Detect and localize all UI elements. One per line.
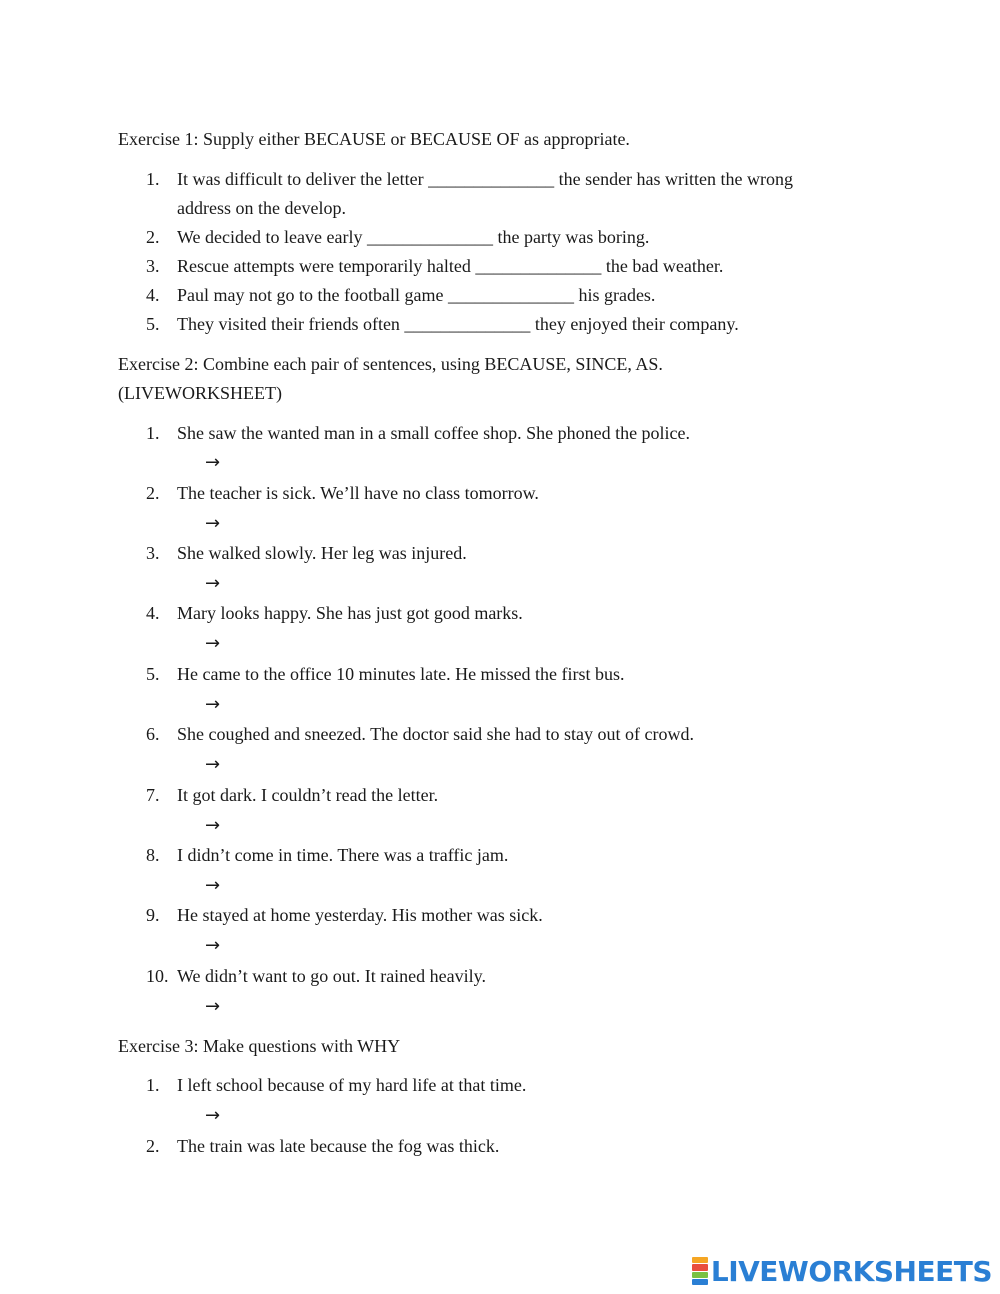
answer-arrow: → — [205, 513, 221, 534]
item-text: They visited their friends often ______________ they enjoyed their company. — [177, 314, 739, 334]
answer-arrow: → — [205, 633, 221, 654]
answer-arrow: → — [205, 694, 221, 715]
item-text: The teacher is sick. We’ll have no class tomorrow. — [177, 483, 539, 503]
item-number: 4. — [146, 285, 160, 305]
item-number: 1. — [146, 423, 160, 443]
answer-arrow: → — [205, 935, 221, 956]
exercise2-item — [146, 599, 886, 628]
exercise1-item — [146, 252, 886, 281]
exercise2-item — [146, 419, 886, 448]
item-text-continued: address on the develop. — [177, 198, 346, 218]
item-number: 3. — [146, 256, 160, 276]
item-text: It was difficult to deliver the letter ______________ the sender has written the wrong — [177, 169, 794, 189]
item-number: 4. — [146, 603, 160, 623]
item-text: She walked slowly. Her leg was injured. — [177, 543, 467, 563]
logo-text: LIVEWORKSHEETS — [710, 1254, 992, 1288]
item-text: She coughed and sneezed. The doctor said she had to stay out of crowd. — [177, 724, 695, 744]
item-text: We didn’t want to go out. It rained heavily. — [177, 966, 486, 986]
answer-arrow: → — [205, 573, 221, 594]
item-number: 8. — [146, 845, 160, 865]
item-text: I didn’t come in time. There was a traffic jam. — [177, 845, 509, 865]
exercise2-heading-continued: (LIVEWORKSHEET) — [118, 383, 282, 403]
item-number: 2. — [146, 1136, 160, 1156]
exercise2-item — [146, 901, 886, 930]
item-text: I left school because of my hard life at that time. — [177, 1075, 527, 1095]
answer-arrow: → — [205, 815, 221, 836]
exercise2-item — [146, 479, 886, 508]
exercise3-heading: Exercise 3: Make questions with WHY — [118, 1036, 401, 1056]
exercise2-heading: Exercise 2: Combine each pair of sentences, using BECAUSE, SINCE, AS. — [118, 354, 663, 374]
exercise3-item — [146, 1132, 886, 1161]
item-number: 9. — [146, 905, 160, 925]
exercise1-item — [146, 310, 886, 339]
exercise2-item — [146, 962, 886, 991]
exercise1-item — [146, 223, 886, 252]
answer-arrow: → — [205, 452, 221, 473]
item-number: 1. — [146, 169, 160, 189]
item-number: 2. — [146, 483, 160, 503]
exercise3-item — [146, 1071, 886, 1100]
item-number: 3. — [146, 543, 160, 563]
item-number: 7. — [146, 785, 160, 805]
exercise2-item — [146, 781, 886, 810]
item-text: Paul may not go to the football game ______________ his grades. — [177, 285, 656, 305]
liveworksheets-logo[interactable] — [692, 1254, 992, 1288]
exercise2-item — [146, 539, 886, 568]
item-text: We decided to leave early ______________ the party was boring. — [177, 227, 650, 247]
exercise2-item — [146, 841, 886, 870]
exercise1-heading: Exercise 1: Supply either BECAUSE or BECAUSE OF as appropriate. — [118, 129, 630, 149]
item-number: 5. — [146, 314, 160, 334]
item-text: Rescue attempts were temporarily halted ______________ the bad weather. — [177, 256, 724, 276]
answer-arrow: → — [205, 996, 221, 1017]
answer-arrow: → — [205, 1105, 221, 1126]
item-number: 1. — [146, 1075, 160, 1095]
item-number: 6. — [146, 724, 160, 744]
liveworksheets-logo-icon — [692, 1257, 708, 1285]
exercise2-item — [146, 660, 886, 689]
exercise2-item — [146, 720, 886, 749]
item-text: He came to the office 10 minutes late. He missed the first bus. — [177, 664, 625, 684]
exercise1-item — [146, 165, 886, 223]
answer-arrow: → — [205, 754, 221, 775]
item-text: The train was late because the fog was thick. — [177, 1136, 500, 1156]
item-text: Mary looks happy. She has just got good marks. — [177, 603, 523, 623]
item-number: 10. — [146, 966, 169, 986]
item-text: She saw the wanted man in a small coffee shop. She phoned the police. — [177, 423, 691, 443]
item-number: 2. — [146, 227, 160, 247]
exercise1-item — [146, 281, 886, 310]
item-text: He stayed at home yesterday. His mother was sick. — [177, 905, 543, 925]
answer-arrow: → — [205, 875, 221, 896]
item-text: It got dark. I couldn’t read the letter. — [177, 785, 439, 805]
item-number: 5. — [146, 664, 160, 684]
